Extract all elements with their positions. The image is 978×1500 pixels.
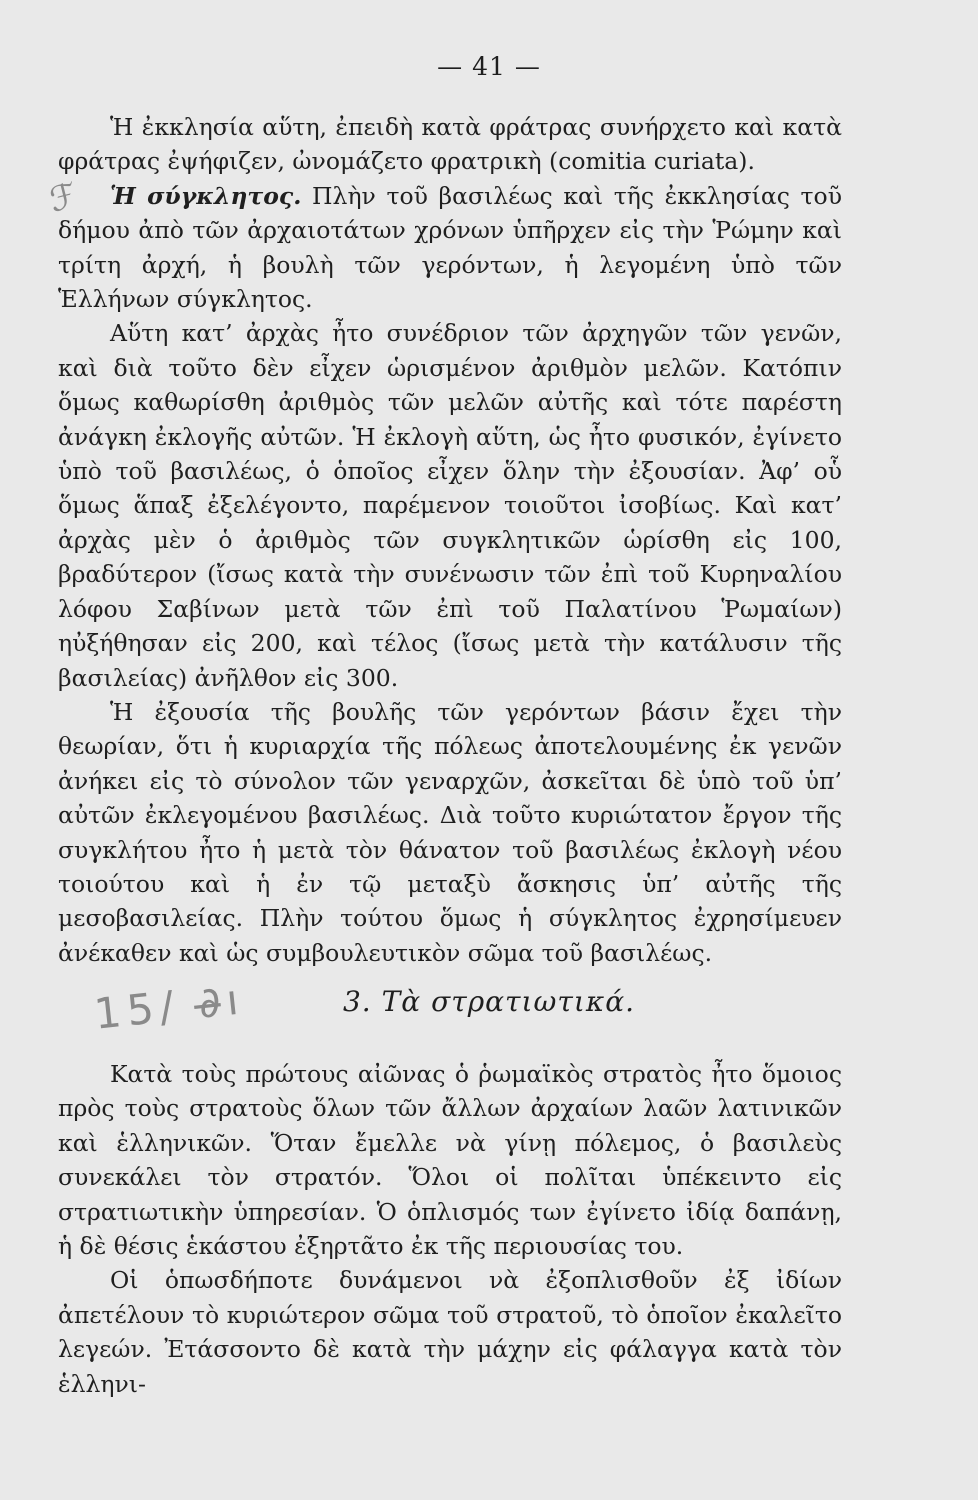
text-block-bottom: [58, 1057, 842, 1401]
section-heading: 3. Τὰ στρατιωτικά.: [342, 985, 635, 1018]
handwritten-mark-section: 15/ ∂̶ı: [91, 974, 247, 1039]
subheading-synkletos: Ἡ σύγκλητος.: [110, 181, 302, 210]
paragraph-ekklesia: Ἡ ἐκκλησία αὕτη, ἐπειδὴ κατὰ φράτρας συνήρχετο καὶ κατὰ φράτρας ἐψήφιζεν, ὠνομάζετο φρατρικὴ (comitia curiata).: [58, 113, 842, 176]
paragraph-authority: Ἡ ἐξουσία τῆς βουλῆς τῶν γερόντων βάσιν ἔχει τὴν θεωρίαν, ὅτι ἡ κυριαρχία τῆς πόλεως ἀποτελουμένης ἐκ γενῶν ἀνήκει εἰς τὸ σύνολον τῶν γεναρχῶν, ἀσκεῖται δὲ ὑπὸ τοῦ ὑπ’ αὐτῶν ἐκλεγομένου βασιλέως. Διὰ τοῦτο κυριώτατον ἔργον τῆς συγκλήτου ἦτο ἡ μετὰ τὸν θάνατον τοῦ βασιλέως ἐκλογὴ νέου τοιούτου καὶ ἡ ἐν τῷ μεταξὺ ἄσκησις ὑπ’ αὐτῆς τῆς μεσοβασιλείας. Πλὴν τούτου ὅμως ἡ σύγκλητος ἐχρησίμευεν ἀνέκαθεν καὶ ὡς συμβουλευτικὸν σῶμα τοῦ βασιλέως.: [58, 697, 842, 967]
paragraph-synkletos-text: Πλὴν τοῦ βασιλέως καὶ τῆς ἐκκλησίας τοῦ δήμου ἀπὸ τῶν ἀρχαιοτάτων χρόνων ὑπῆρχεν εἰς τὴν Ῥώμην καὶ τρίτη ἀρχή, ἡ βουλὴ τῶν γερόντων, ἡ λεγομένη ὑπὸ τῶν Ἑλλήνων σύγκλητος.: [58, 181, 842, 314]
paragraph-synkletos-intro: [58, 179, 842, 317]
paragraph-legion: Οἱ ὁπωσδήποτε δυνάμενοι νὰ ἐξοπλισθοῦν ἐξ ἰδίων ἀπετέλουν τὸ κυριώτερον σῶμα τοῦ στρατοῦ, τὸ ὁποῖον ἐκαλεῖτο λεγεών. Ἐτάσσοντο δὲ κατὰ τὴν μάχην εἰς φάλαγγα κατὰ τὸν ἑλληνι-: [58, 1266, 842, 1398]
handwritten-mark-margin: ℱ: [45, 175, 82, 221]
paragraph-army: Κατὰ τοὺς πρώτους αἰῶνας ὁ ῥωμαϊκὸς στρατὸς ἦτο ὅμοιος πρὸς τοὺς στρατοὺς ὅλων τῶν ἄλλων ἀρχαίων λαῶν λατινικῶν καὶ ἑλληνικῶν. Ὅταν ἔμελλε νὰ γίνῃ πόλεμος, ὁ βασιλεὺς συνεκάλει τὸν στρατόν. Ὅλοι οἱ πολῖται ὑπέκειντο εἰς στρατιωτικὴν ὑπηρεσίαν. Ὁ ὁπλισμός των ἐγίνετο ἰδίᾳ δαπάνῃ, ἡ δὲ θέσις ἑκάστου ἐξηρτᾶτο ἐκ τῆς περιουσίας του.: [58, 1060, 842, 1261]
page-number: — 41 —: [437, 52, 541, 81]
paragraph-membership: Αὕτη κατ’ ἀρχὰς ἦτο συνέδριον τῶν ἀρχηγῶν τῶν γενῶν, καὶ διὰ τοῦτο δὲν εἶχεν ὡρισμένον ἀριθμὸν μελῶν. Κατόπιν ὅμως καθωρίσθη ἀριθμὸς τῶν μελῶν αὐτῆς καὶ τότε παρέστη ἀνάγκη ἐκλογῆς αὐτῶν. Ἡ ἐκλογὴ αὕτη, ὡς ἦτο φυσικόν, ἐγίνετο ὑπὸ τοῦ βασιλέως, ὁ ὁποῖος εἶχεν ὅλην τὴν ἐξουσίαν. Ἀφ’ οὗ ὅμως ἅπαξ ἐξελέγοντο, παρέμενον τοιοῦτοι ἰσοβίως. Καὶ κατ’ ἀρχὰς μὲν ὁ ἀριθμὸς τῶν συγκλητικῶν ὡρίσθη εἰς 100, βραδύτερον (ἴσως κατὰ τὴν συνένωσιν τῶν ἐπὶ τοῦ Κυρηναλίου λόφου Σαβίνων μετὰ τῶν ἐπὶ τοῦ Παλατίνου Ῥωμαίων) ηὐξήθησαν εἰς 200, καὶ τέλος (ἴσως μετὰ τὴν κατάλυσιν τῆς βασιλείας) ἀνῆλθον εἰς 300.: [58, 319, 842, 692]
text-block-top: [58, 110, 842, 970]
